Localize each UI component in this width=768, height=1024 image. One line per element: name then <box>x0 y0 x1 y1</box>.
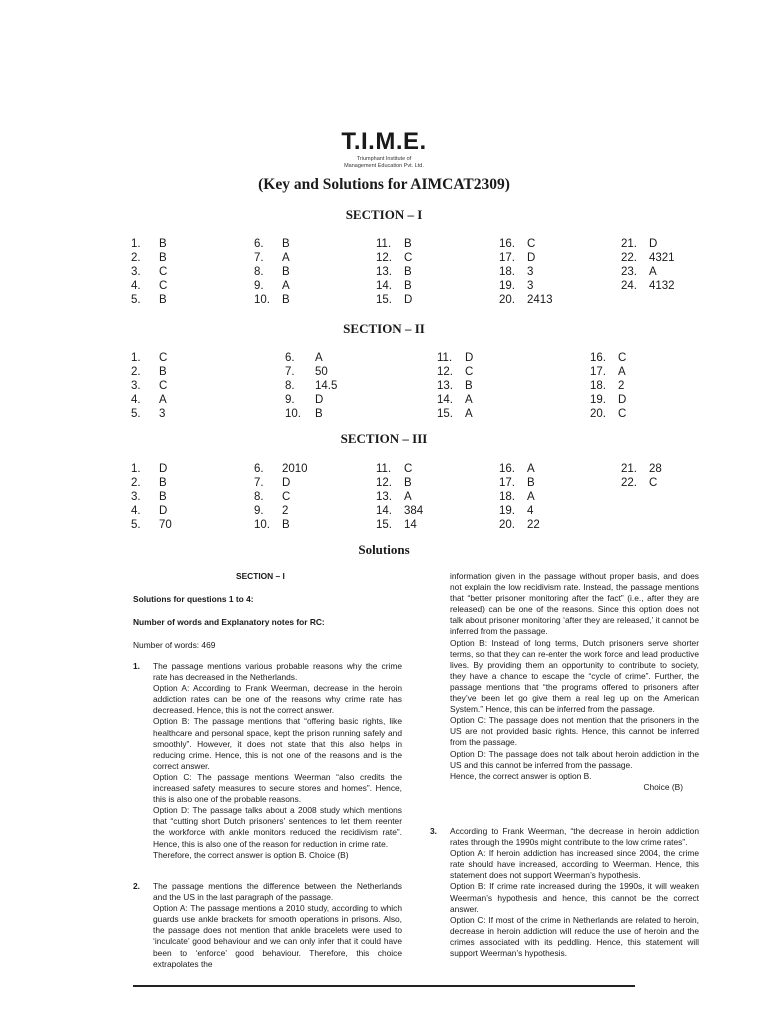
q2-number: 2. <box>133 881 140 891</box>
answer-value: B <box>159 238 167 250</box>
solutions-section-label: SECTION – I <box>236 571 285 581</box>
question-number: 12. <box>376 252 392 264</box>
answer-key-row <box>376 251 412 265</box>
answer-key-row <box>621 265 657 279</box>
answer-key-row <box>254 293 290 307</box>
q1-option-b: Option B: The passage mentions that “offering basic rights, like healthcare and personal space, kept the prison running safely and smoothly”. However, it does not state that this also helps in reducing crime. Hence, this is not one of the reasons and is the correct answer. <box>153 716 402 771</box>
answer-key-row <box>131 490 167 504</box>
answer-value: 2010 <box>282 463 308 475</box>
question-number: 2. <box>131 252 141 264</box>
answer-value: B <box>527 477 535 489</box>
answer-key-row <box>285 365 328 379</box>
solutions-heading: Solutions <box>358 542 410 557</box>
question-number: 9. <box>254 505 264 517</box>
q1-conclusion: Therefore, the correct answer is option B. Choice (B) <box>153 849 349 860</box>
question-number: 14. <box>437 394 453 406</box>
question-number: 4. <box>131 505 141 517</box>
answer-key-row <box>499 279 533 293</box>
answer-value: B <box>159 294 167 306</box>
q1-option-a: Option A: According to Frank Weerman, decrease in the heroin addiction rates can be one of the reasons why crime rate has decreased. Hence, this is not the correct answer. <box>153 683 402 716</box>
question-number: 13. <box>376 491 392 503</box>
question-number: 14. <box>376 280 392 292</box>
q1-intro: The passage mentions various probable reasons why the crime rate has decreased in the Netherlands. <box>153 661 402 683</box>
answer-value: A <box>649 266 657 278</box>
q2-option-b: Option B: Instead of long terms, Dutch prisoners serve shorter terms, so that they can re-enter the work force and lead productive lives. By providing them an opportunity to contribute to society, they have a chance to escape the “cycle of crime”. Further, the passage mentions that “the programs offered to prisoners after they’ve been let go give them a real leg up on the American System.” Hence, this can be inferred from the passage. <box>450 637 699 715</box>
question-number: 6. <box>254 463 264 475</box>
q3-option-a: Option A: If heroin addiction has increased since 2004, the crime rate should have increased, according to Weerman. Hence, this statement does not support Weerman’s hypothesis. <box>450 848 699 881</box>
answer-value: B <box>465 380 473 392</box>
answer-value: C <box>618 352 627 364</box>
answer-value: 2413 <box>527 294 553 306</box>
answer-value: B <box>404 266 412 278</box>
q2-option-a-continued: information given in the passage without proper basis, and does not explain the low recidivism rate. Instead, the passage mentions that “better prisoner monitoring after the fact” (i.e., after they are released) can be one of the reasons. Since this option does not talk about prisoner monitoring ‘after they are released,’ it cannot be inferred from the passage. <box>450 571 699 637</box>
answer-key-row <box>131 251 167 265</box>
answer-value: 2 <box>618 380 625 392</box>
answer-value: C <box>159 352 168 364</box>
question-number: 11. <box>437 352 453 364</box>
answer-value: 4 <box>527 505 534 517</box>
answer-value: A <box>527 491 535 503</box>
question-number: 16. <box>499 238 515 250</box>
question-number: 5. <box>131 294 141 306</box>
question-number: 20. <box>590 408 606 420</box>
answer-key-row <box>254 518 290 532</box>
answer-key-row <box>437 351 473 365</box>
answer-value: D <box>159 505 168 517</box>
answer-value: C <box>404 252 413 264</box>
answer-value: D <box>159 463 168 475</box>
q2-option-d: Option D: The passage does not talk about heroin addiction in the US and this cannot be inferred from the passage. <box>450 748 699 770</box>
question-number: 22. <box>621 477 637 489</box>
answer-value: C <box>404 463 413 475</box>
section-3-heading: SECTION – III <box>340 431 428 446</box>
question-number: 1. <box>131 238 141 250</box>
answer-value: C <box>618 408 627 420</box>
question-number: 7. <box>254 477 264 489</box>
answer-key-row <box>376 490 412 504</box>
answer-key-row <box>131 379 167 393</box>
answer-value: A <box>404 491 412 503</box>
q3-number: 3. <box>430 826 437 836</box>
question-number: 11. <box>376 463 392 475</box>
answer-key-row <box>254 265 290 279</box>
answer-value: B <box>315 408 323 420</box>
answer-value: D <box>282 477 291 489</box>
answer-key-row <box>621 476 657 490</box>
answer-value: D <box>315 394 324 406</box>
question-number: 1. <box>131 352 141 364</box>
question-number: 15. <box>376 519 392 531</box>
question-number: 24. <box>621 280 637 292</box>
q1-number: 1. <box>133 661 140 671</box>
question-number: 9. <box>254 280 264 292</box>
answer-key-row <box>254 490 290 504</box>
page-title: (Key and Solutions for AIMCAT2309) <box>258 176 510 193</box>
answer-key-row <box>499 237 535 251</box>
question-number: 2. <box>131 477 141 489</box>
answer-value: C <box>159 266 168 278</box>
answer-key-row <box>131 351 167 365</box>
answer-value: A <box>527 463 535 475</box>
question-number: 2. <box>131 366 141 378</box>
notes-heading: Number of words and Explanatory notes for RC: <box>133 617 325 627</box>
answer-value: 22 <box>527 519 540 531</box>
answer-key-row <box>285 393 323 407</box>
question-number: 17. <box>590 366 606 378</box>
answer-value: A <box>618 366 626 378</box>
answer-value: C <box>159 280 168 292</box>
question-number: 20. <box>499 294 515 306</box>
answer-key-row <box>131 293 167 307</box>
q3-option-c: Option C: If most of the crime in Netherlands are related to heroin, decrease in heroin addiction will reduce the use of heroin and the crimes associated with its peddling. Hence, this statement will support Weerman’s hypothesis. <box>450 914 699 959</box>
q2-intro: The passage mentions the difference between the Netherlands and the US in the last paragraph of the passage. <box>153 881 402 903</box>
q1-option-d: Option D: The passage talks about a 2008 study which mentions that “cutting short Dutch prisoners’ sentences to let them reenter the workforce with ankle monitors reduced the recidivism rate”. Hence, this is also one of the reason for reduction in crime rate. <box>153 805 402 849</box>
answer-value: A <box>159 394 167 406</box>
answer-key-row <box>437 407 473 421</box>
answer-key-row <box>376 476 412 490</box>
answer-value: 70 <box>159 519 172 531</box>
q2-solution <box>153 881 402 970</box>
question-number: 10. <box>254 519 270 531</box>
question-number: 4. <box>131 394 141 406</box>
answer-value: 4321 <box>649 252 675 264</box>
answer-value: B <box>159 491 167 503</box>
answer-key-row <box>131 407 165 421</box>
answer-value: 384 <box>404 505 424 517</box>
answer-key-row <box>590 365 626 379</box>
question-number: 8. <box>254 491 264 503</box>
question-number: 1. <box>131 463 141 475</box>
answer-key-row <box>376 518 417 532</box>
question-number: 7. <box>254 252 264 264</box>
answer-key-row <box>499 265 533 279</box>
section-1-heading: SECTION – I <box>345 207 423 222</box>
question-number: 10. <box>285 408 301 420</box>
question-number: 15. <box>437 408 453 420</box>
answer-value: D <box>527 252 536 264</box>
answer-value: D <box>465 352 474 364</box>
question-number: 12. <box>376 477 392 489</box>
answer-key-row <box>437 365 473 379</box>
answer-key-row <box>590 393 626 407</box>
question-number: 3. <box>131 380 141 392</box>
answer-value: 4132 <box>649 280 675 292</box>
question-number: 13. <box>437 380 453 392</box>
answer-key-row <box>131 504 167 518</box>
answer-key-row <box>131 462 167 476</box>
answer-key-row <box>590 407 626 421</box>
answer-value: A <box>282 280 290 292</box>
answer-value: B <box>159 252 167 264</box>
answer-key-row <box>131 476 167 490</box>
answer-value: B <box>404 280 412 292</box>
question-number: 17. <box>499 477 515 489</box>
answer-value: C <box>465 366 474 378</box>
answer-value: B <box>404 477 412 489</box>
answer-key-row <box>131 265 167 279</box>
answer-value: B <box>159 366 167 378</box>
answer-value: B <box>282 238 290 250</box>
answer-value: 14 <box>404 519 417 531</box>
question-number: 23. <box>621 266 637 278</box>
answer-value: A <box>282 252 290 264</box>
question-number: 19. <box>499 505 515 517</box>
q2-option-c: Option C: The passage does not mention that the prisoners in the US are not provided basic rights. Hence, this cannot be inferred from the passage. <box>450 715 699 748</box>
logo <box>0 128 768 169</box>
question-number: 3. <box>131 491 141 503</box>
q2-conclusion: Hence, the correct answer is option B. <box>450 770 592 781</box>
answer-key-row <box>285 407 323 421</box>
answer-key-row <box>376 279 412 293</box>
answer-key-row <box>437 393 473 407</box>
q1-option-c: Option C: The passage mentions Weerman “also credits the increased safety measures to secure stores and homes”. Hence, this is also one of the probable reasons. <box>153 771 402 805</box>
answer-key-row <box>621 251 675 265</box>
logo-subtitle-1: Triumphant Institute of <box>356 156 412 162</box>
answer-key-row <box>499 504 533 518</box>
question-number: 18. <box>499 491 515 503</box>
question-number: 15. <box>376 294 392 306</box>
q2-solution-continued <box>450 571 699 793</box>
question-number: 10. <box>254 294 270 306</box>
question-number: 17. <box>499 252 515 264</box>
question-number: 9. <box>285 394 295 406</box>
answer-key-row <box>590 379 624 393</box>
answer-key-row <box>437 379 473 393</box>
section-2-heading: SECTION – II <box>343 321 425 336</box>
word-count: Number of words: 469 <box>133 640 216 650</box>
q3-intro: According to Frank Weerman, “the decrease in heroin addiction rates through the 1990s might contribute to the low crime rates”. <box>450 826 699 848</box>
question-number: 5. <box>131 408 141 420</box>
q3-solution <box>450 826 699 959</box>
answer-value: 3 <box>159 408 166 420</box>
answer-value: B <box>282 294 290 306</box>
answer-key-row <box>254 476 290 490</box>
q3-option-b: Option B: If crime rate increased during the 1990s, it will weaken Weerman’s hypothesis and hence, this cannot be the correct answer. <box>450 881 699 914</box>
answer-value: A <box>465 394 473 406</box>
answer-key-row <box>621 462 662 476</box>
answer-value: 28 <box>649 463 662 475</box>
answer-key-row <box>621 279 675 293</box>
q2-option-a: Option A: The passage mentions a 2010 study, according to which guards use ankle brackets for smooth operations in prisons. Also, the passage does not mention that ankle bracelets were used to ‘inculcate’ good behaviour and we can only infer that it could have been to ‘enforce’ good behaviour. Therefore, this choice extrapolates the <box>153 903 402 969</box>
question-number: 4. <box>131 280 141 292</box>
question-number: 11. <box>376 238 392 250</box>
answer-key-row <box>621 237 657 251</box>
question-number: 18. <box>499 266 515 278</box>
question-number: 18. <box>590 380 606 392</box>
answer-key-row <box>499 476 535 490</box>
answer-key-row <box>254 237 290 251</box>
answer-value: 3 <box>527 280 534 292</box>
answer-value: B <box>282 266 290 278</box>
answer-key-row <box>131 365 167 379</box>
question-number: 22. <box>621 252 637 264</box>
answer-key-row <box>131 518 172 532</box>
answer-value: C <box>527 238 536 250</box>
question-number: 8. <box>254 266 264 278</box>
answer-key-row <box>254 251 290 265</box>
question-number: 19. <box>499 280 515 292</box>
question-number: 21. <box>621 238 637 250</box>
answer-value: 3 <box>527 266 534 278</box>
answer-value: C <box>159 380 168 392</box>
question-number: 8. <box>285 380 295 392</box>
answer-value: D <box>404 294 413 306</box>
answer-key-row <box>376 293 412 307</box>
answer-key-row <box>499 293 553 307</box>
question-number: 13. <box>376 266 392 278</box>
q1-solution <box>153 661 402 861</box>
answer-value: D <box>618 394 627 406</box>
answer-value: C <box>282 491 291 503</box>
answer-key-row <box>499 251 535 265</box>
answer-value: 50 <box>315 366 328 378</box>
logo-text: T.I.M.E. <box>341 128 427 155</box>
question-number: 14. <box>376 505 392 517</box>
answer-key-row <box>376 237 412 251</box>
answer-key-row <box>285 379 337 393</box>
question-number: 3. <box>131 266 141 278</box>
question-number: 16. <box>499 463 515 475</box>
answer-value: C <box>649 477 658 489</box>
question-number: 21. <box>621 463 637 475</box>
question-number: 19. <box>590 394 606 406</box>
question-number: 6. <box>285 352 295 364</box>
answer-value: A <box>315 352 323 364</box>
answer-value: D <box>649 238 658 250</box>
question-number: 20. <box>499 519 515 531</box>
answer-value: 2 <box>282 505 289 517</box>
footer-rule <box>133 985 635 987</box>
answer-key-row <box>376 462 412 476</box>
answer-value: A <box>465 408 473 420</box>
answer-key-row <box>285 351 323 365</box>
question-number: 7. <box>285 366 295 378</box>
answer-key-row <box>590 351 626 365</box>
question-number: 12. <box>437 366 453 378</box>
question-range: Solutions for questions 1 to 4: <box>133 594 254 604</box>
question-number: 5. <box>131 519 141 531</box>
answer-key-row <box>254 504 288 518</box>
answer-key-row <box>499 462 535 476</box>
answer-key-row <box>131 237 167 251</box>
answer-key-row <box>376 504 423 518</box>
question-number: 6. <box>254 238 264 250</box>
answer-key-row <box>131 279 167 293</box>
q2-choice: Choice (B) <box>643 781 683 792</box>
logo-subtitle-2: Management Education Pvt. Ltd. <box>344 162 424 169</box>
answer-key-row <box>254 462 308 476</box>
answer-key-row <box>254 279 290 293</box>
answer-value: B <box>404 238 412 250</box>
answer-key-row <box>131 393 167 407</box>
answer-value: B <box>159 477 167 489</box>
answer-key-row <box>376 265 412 279</box>
answer-key-row <box>499 490 535 504</box>
answer-value: 14.5 <box>315 380 338 392</box>
answer-value: B <box>282 519 290 531</box>
question-number: 16. <box>590 352 606 364</box>
answer-key-row <box>499 518 540 532</box>
